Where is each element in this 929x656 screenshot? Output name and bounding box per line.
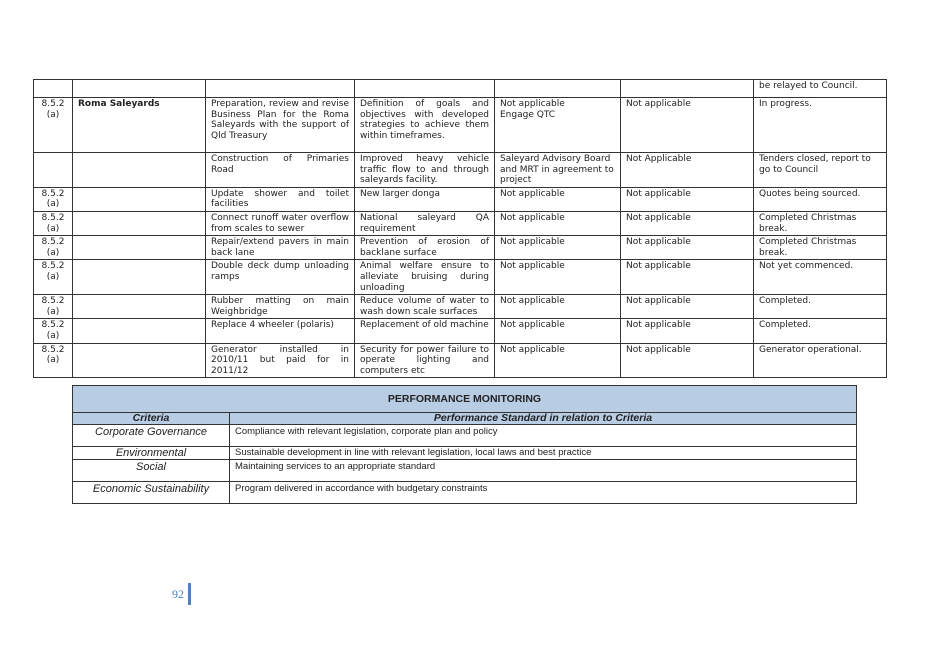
ref-cell: 8.5.2 (a): [34, 295, 73, 319]
criteria-cell: Economic Sustainability: [73, 482, 230, 504]
performance-title: PERFORMANCE MONITORING: [73, 386, 857, 413]
status-cell: Not yet commenced.: [754, 260, 887, 295]
action-cell: Preparation, review and revise Business Plan for the Roma Saleyards with the support of Qld Treasury: [206, 98, 355, 153]
table-row: [34, 187, 887, 211]
action-cell: Replace 4 wheeler (polaris): [206, 319, 355, 343]
ref-cell: 8.5.2 (a): [34, 211, 73, 235]
funding-cell: Not applicable: [495, 343, 621, 378]
table-row: [34, 260, 887, 295]
ref-cell: 8.5.2 (a): [34, 343, 73, 378]
criteria-cell: Corporate Governance: [73, 425, 230, 447]
status-cell: be relayed to Council.: [754, 80, 887, 98]
outcome-cell: New larger donga: [355, 187, 495, 211]
status-cell: Generator operational.: [754, 343, 887, 378]
action-cell: Update shower and toilet facilities: [206, 187, 355, 211]
action-cell: [206, 80, 355, 98]
funding-cell: Not applicable: [495, 211, 621, 235]
outcome-cell: [355, 80, 495, 98]
action-cell: Repair/extend pavers in main back lane: [206, 236, 355, 260]
partners-cell: Not Applicable: [621, 153, 754, 188]
standard-cell: Maintaining services to an appropriate standard: [230, 460, 857, 482]
table-row: [34, 319, 887, 343]
funding-cell: Not applicable Engage QTC: [495, 98, 621, 153]
ref-cell: 8.5.2 (a): [34, 260, 73, 295]
criteria-header: Criteria: [73, 413, 230, 425]
criteria-cell: Environmental: [73, 447, 230, 460]
partners-cell: Not applicable: [621, 98, 754, 153]
action-cell: Rubber matting on main Weighbridge: [206, 295, 355, 319]
outcome-cell: Animal welfare ensure to alleviate bruising during unloading: [355, 260, 495, 295]
status-cell: Completed.: [754, 319, 887, 343]
action-cell: Generator installed in 2010/11 but paid for in 2011/12: [206, 343, 355, 378]
criteria-cell: Social: [73, 460, 230, 482]
table-row: [34, 295, 887, 319]
status-cell: Quotes being sourced.: [754, 187, 887, 211]
standard-cell: Sustainable development in line with relevant legislation, local laws and best practice: [230, 447, 857, 460]
program-cell: [73, 211, 206, 235]
outcome-cell: Security for power failure to operate lighting and computers etc: [355, 343, 495, 378]
outcome-cell: Replacement of old machine: [355, 319, 495, 343]
table-row: [34, 211, 887, 235]
program-cell: [73, 187, 206, 211]
standard-header: Performance Standard in relation to Criteria: [230, 413, 857, 425]
action-cell: Connect runoff water overflow from scales to sewer: [206, 211, 355, 235]
ref-cell: 8.5.2 (a): [34, 187, 73, 211]
status-cell: Tenders closed, report to go to Council: [754, 153, 887, 188]
outcome-cell: Prevention of erosion of backlane surface: [355, 236, 495, 260]
funding-cell: Saleyard Advisory Board and MRT in agreement to project: [495, 153, 621, 188]
table-row: [73, 425, 857, 447]
partners-cell: Not applicable: [621, 295, 754, 319]
table-row: [34, 236, 887, 260]
ref-cell: 8.5.2 (a): [34, 319, 73, 343]
page-number: 92: [172, 587, 184, 601]
outcome-cell: Definition of goals and objectives with developed strategies to achieve them within timeframes.: [355, 98, 495, 153]
status-cell: Completed.: [754, 295, 887, 319]
funding-cell: Not applicable: [495, 295, 621, 319]
funding-cell: Not applicable: [495, 260, 621, 295]
performance-monitoring-table: [72, 385, 857, 504]
table-row: [34, 153, 887, 188]
program-cell: [73, 319, 206, 343]
program-cell: Roma Saleyards: [73, 98, 206, 153]
program-cell: [73, 260, 206, 295]
partners-cell: Not applicable: [621, 187, 754, 211]
table-row: [34, 98, 887, 153]
table-row: [34, 80, 887, 98]
partners-cell: Not applicable: [621, 236, 754, 260]
ref-cell: [34, 153, 73, 188]
partners-cell: [621, 80, 754, 98]
partners-cell: Not applicable: [621, 211, 754, 235]
saleyards-action-table: [33, 79, 887, 378]
standard-cell: Program delivered in accordance with budgetary constraints: [230, 482, 857, 504]
partners-cell: Not applicable: [621, 260, 754, 295]
funding-cell: Not applicable: [495, 187, 621, 211]
status-cell: Completed Christmas break.: [754, 236, 887, 260]
table-row: [34, 343, 887, 378]
page-number-bar: [188, 583, 191, 605]
funding-cell: Not applicable: [495, 236, 621, 260]
outcome-cell: Improved heavy vehicle traffic flow to and through saleyards facility.: [355, 153, 495, 188]
program-cell: [73, 153, 206, 188]
program-cell: [73, 295, 206, 319]
program-cell: [73, 343, 206, 378]
outcome-cell: National saleyard QA requirement: [355, 211, 495, 235]
partners-cell: Not applicable: [621, 343, 754, 378]
table-row: [73, 447, 857, 460]
table-row: [73, 482, 857, 504]
outcome-cell: Reduce volume of water to wash down scale surfaces: [355, 295, 495, 319]
program-cell: [73, 236, 206, 260]
ref-cell: [34, 80, 73, 98]
ref-cell: 8.5.2 (a): [34, 236, 73, 260]
table-row: [73, 460, 857, 482]
funding-cell: Not applicable: [495, 319, 621, 343]
funding-cell: [495, 80, 621, 98]
partners-cell: Not applicable: [621, 319, 754, 343]
standard-cell: Compliance with relevant legislation, corporate plan and policy: [230, 425, 857, 447]
status-cell: In progress.: [754, 98, 887, 153]
status-cell: Completed Christmas break.: [754, 211, 887, 235]
action-cell: Double deck dump unloading ramps: [206, 260, 355, 295]
ref-cell: 8.5.2 (a): [34, 98, 73, 153]
action-cell: Construction of Primaries Road: [206, 153, 355, 188]
program-cell: [73, 80, 206, 98]
